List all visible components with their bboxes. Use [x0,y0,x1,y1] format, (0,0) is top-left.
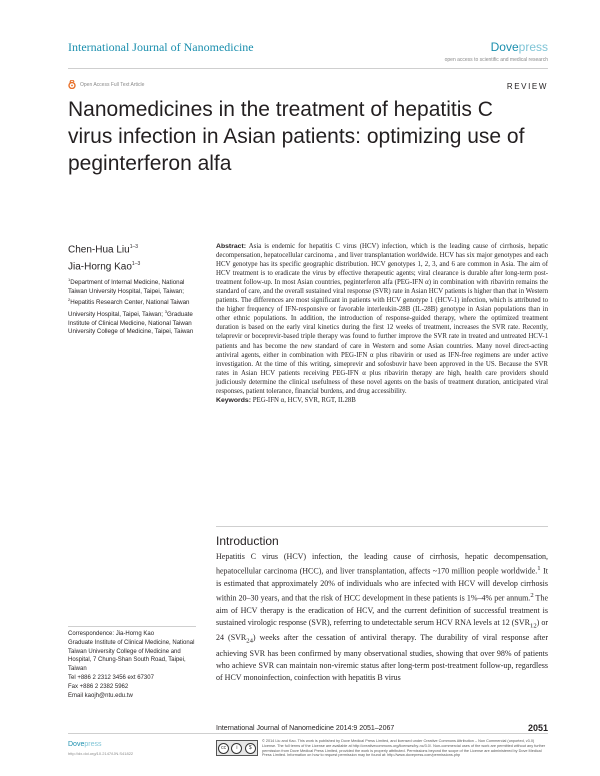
affiliation-text: Department of Internal Medicine, National Taiwan University Hospital, Taipei, Taiwan; [68,279,185,295]
cc-icon: cc [218,743,229,754]
author-entry [68,257,140,274]
creative-commons-badge[interactable] [216,740,258,756]
author-entry [68,240,140,257]
citation-ref[interactable]: 2 [530,591,534,599]
intro-text-part: ) or 24 (SVR [216,617,548,643]
correspondence-name: Correspondence: Jia-Horng Kao [68,631,155,637]
footer-divider [68,733,548,734]
correspondence-tel: Tel +886 2 2312 3456 ext 67307 [68,674,154,681]
footer-publisher-logo[interactable] [68,741,101,748]
publisher-logo[interactable] [491,40,548,54]
intro-text-part: Hepatitis C virus (HCV) infection, the leading cause of cirrhosis, hepatic decompensation, hepatocellular carcinoma (HCC), and liver transplantation, affects ~170 million people worldwide. [216,552,548,576]
correspondence-divider [68,626,196,627]
intro-text-part: ) weeks after the cessation of antiviral therapy. The durability of viral response after achieving SVR has been confirmed by many observational studies, showing that over 98% of patients who achieve SVR can maintain non-viremic status after long-term post-treatment follow-up, regardless of HCV monoinfection, coinfection with hepatitis B virus [216,633,548,682]
publisher-tagline: open access to scientific and medical research [444,57,548,63]
citation-ref[interactable]: 1 [537,565,541,573]
footer-license-text: © 2014 Liu and Kao. This work is published by Dove Medical Press Limited, and licensed under Creative Commons Attribution – Non Commercial (unported, v3.0) License. The full terms of the License are available at http://creativecommons.org/licenses/by-nc/3.0/. Non-commercial uses of the work are permitted without any further permission from Dove Medical Press Limited, provided the work is properly attributed. Permissions beyond the scope of the License are administered by Dove Medical Press Limited. Information on how to request permission may be found at: http://www.dovepress.com/permissions.php [262,739,546,758]
introduction-paragraph [216,551,548,684]
abstract-label: Abstract: [216,243,247,250]
open-access-row [68,80,144,89]
keywords-text: PEG-IFN α, HCV, SVR, RGT, IL28B [252,396,356,404]
affiliation-text: Graduate Institute of Clinical Medicine, National Taiwan University College of Medicine, Taipei, Taiwan [68,310,194,336]
publisher-logo-strong: Dove [490,40,519,54]
author-name: Chen-Hua Liu [68,244,130,256]
section-heading-introduction: Introduction [216,534,279,548]
affiliation-marker: 3 [164,308,167,314]
footer-logo-strong: Dove [68,741,85,748]
author-affiliation-ref: 1–3 [129,244,139,250]
footer-citation: International Journal of Nanomedicine 2014:9 2051–2067 [216,725,395,732]
keywords [216,396,548,405]
open-access-label: Open Access Full Text Article [80,81,145,88]
correspondence-email[interactable]: Email kaojh@ntu.edu.tw [68,692,133,699]
footer-doi-link[interactable]: http://dx.doi.org/10.2147/IJN.S41822 [68,751,134,756]
header-divider [68,68,548,69]
affiliation-marker: 2 [68,297,71,303]
keywords-label: Keywords: [216,396,251,404]
abstract-body [216,242,548,396]
abstract-text: Asia is endemic for hepatitis C virus (HCV) infection, which is the leading cause of cirrhosis, hepatic decompensation, hepatocellular carcinoma , and liver transplantation worldwide. HCV has six major genotypes and each HCV genotype has its specific geographic distribution. HCV genotypes 1, 2, 3, and 6 are common in Asia. The aim of HCV treatment is to eradicate the virus by effective therapeutic agents; viral clearance is durable after long-term post-treatment follow-up. In most Asian countries, peginterferon alfa (PEG-IFN α) in combination with ribavirin remains the standard of care, and the overall sustained viral response (SVR) rate in Asian HCV patients is higher than that in Western patients. The differences are most significant in patients with HCV genotype 1 (HCV-1) infection, which is attributed to the higher frequency of IFN-responsive or favorable interleukin-28B (IL-28B) genotype in Asian populations than in other ethnic populations. In addition, the introduction of response-guided therapy, where the optimized treatment duration is based on the early viral kinetics during the first 12 weeks of treatment, increases the SVR rate. Recently, telaprevir or boceprevir-based triple therapy was found to further improve the SVR rate in treated and untreated HCV-1 patients and has become the new standard of care in Western and some Asian countries. Many novel direct-acting antiviral agents, either in combination with PEG-IFN α plus ribavirin or used as IFN-free regimens are under active investigation. At the time of this writing, simeprevir and sofosbuvir have been approved in the US. Because the SVR rates in Asian HCV patients receiving PEG-IFN α plus ribavirin therapy are high, health care providers should judiciously determine the clinical usefulness of these novel agents on the basis of treatment duration, anticipated viral responses, patient tolerance, financial burdens, and drug accessibility. [216,243,548,395]
abstract [216,242,548,405]
by-icon: i [231,743,242,754]
affiliations [68,276,196,337]
publisher-logo-light: press [518,40,548,54]
footer-logo-light: press [84,741,102,748]
intro-text-part: The aim of HCV therapy is the eradication of HCV, and the current definition of successful treatment is sustained virologic response (SVR), referring to undetectable serum HCV RNA levels at 12 (SVR [216,593,548,627]
intro-text-part: It is estimated that approximately 20% of individuals who are infected with HCV will develop cirrhosis within 20–30 years, and that the risk of HCC development in these patients is 1%–4% per annum. [216,566,548,603]
subscript: 12 [529,622,537,630]
author-affiliation-ref: 1–3 [131,261,141,268]
article-type-label: REVIEW [506,82,548,91]
correspondence-address: Graduate Institute of Clinical Medicine, National Taiwan University College of Medicine and Hospital, 7 Chung-Shan South Road, Taipei, Taiwan [68,639,195,673]
open-access-lock-icon [68,80,76,89]
journal-title[interactable]: International Journal of Nanomedicine [68,40,254,54]
author-list [68,240,140,275]
correspondence-fax: Fax +886 2 2382 5962 [68,683,129,690]
subscript: 24 [246,637,253,645]
affiliation-marker: 1 [68,277,71,282]
abstract-divider [216,526,548,527]
correspondence-block [68,630,198,700]
nc-icon: $ [245,743,256,754]
page-number: 2051 [527,723,548,733]
article-title: Nanomedicines in the treatment of hepatitis C virus infection in Asian patients: optimizing use of peginterferon alfa [68,98,525,175]
affiliation-text: Hepatitis Research Center, National Taiwan University Hospital, Taipei, Taiwan; [68,299,190,318]
author-name: Jia-Horng Kao [68,261,132,273]
